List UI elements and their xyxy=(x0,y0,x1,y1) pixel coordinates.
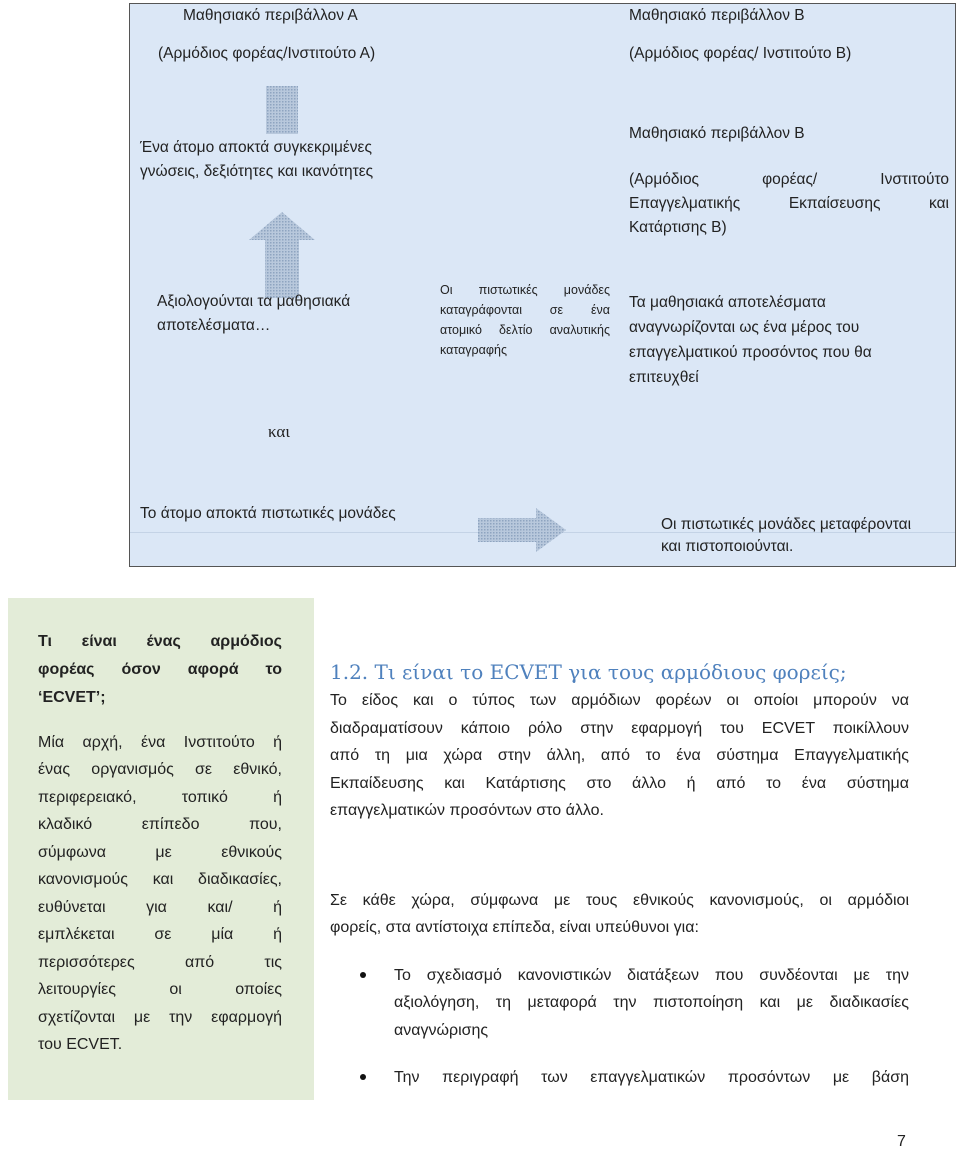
bullet-icon xyxy=(360,972,366,978)
env-b-subtitle: (Αρμόδιος φορέας/ Ινστιτούτο Β) xyxy=(629,45,852,62)
learning-path-diagram xyxy=(129,3,956,567)
sidebar-line: ένας οργανισμός σε εθνικό, xyxy=(38,761,282,778)
transfer-line-1: Οι πιστωτικές μονάδες μεταφέρονται xyxy=(661,516,912,533)
and-label: και xyxy=(268,422,290,441)
record-line-1: Οι πιστωτικές μονάδες xyxy=(440,283,610,297)
para1-line: από τη μια χώρα στην άλλη, από το ένα σύστημα Επαγγελματικής xyxy=(330,747,909,764)
sidebar-line: ευθύνεται για και/ ή xyxy=(38,899,282,916)
sidebar-line: εμπλέκεται σε μία ή xyxy=(38,926,282,943)
recognise-line-4: επιτευχθεί xyxy=(629,369,699,386)
recognise-line-3: επαγγελματικού προσόντος που θα xyxy=(629,344,872,361)
assess-line-1: Αξιολογούνται τα μαθησιακά xyxy=(157,293,351,310)
acquires-line-2: γνώσεις, δεξιότητες και ικανότητες xyxy=(140,163,374,180)
assess-line-2: αποτελέσματα… xyxy=(157,317,271,334)
sidebar-line: λειτουργίες οι οποίες xyxy=(38,981,282,998)
bullet-icon xyxy=(360,1074,366,1080)
para1-line: Το είδος και ο τύπος των αρμόδιων φορέων οι οποίοι μπορούν να xyxy=(330,692,909,709)
sidebar-line: σύμφωνα με εθνικούς xyxy=(38,844,282,861)
sidebar-line: Μία αρχή, ένα Ινστιτούτο ή xyxy=(38,734,282,751)
para2-line: Σε κάθε χώρα, σύμφωνα με τους εθνικούς κανονισμούς, οι αρμόδιοι xyxy=(330,892,909,909)
env-a-title: Μαθησιακό περιβάλλον Α xyxy=(183,7,358,24)
env-b-title: Μαθησιακό περιβάλλον Β xyxy=(629,7,805,24)
transfer-line-2: και πιστοποιούνται. xyxy=(661,538,794,555)
bullet1-line: αξιολόγηση, τη μεταφορά την πιστοποίηση και με διαδικασίες xyxy=(394,994,909,1011)
para1-line: Εκπαίδευσης και Κατάρτισης στο άλλο ή από το ένα σύστημα xyxy=(330,775,909,792)
record-line-4: καταγραφής xyxy=(440,343,507,357)
recognise-line-1: Τα μαθησιακά αποτελέσματα xyxy=(629,294,826,311)
sidebar-line: κανονισμούς και διαδικασίες, xyxy=(38,871,282,888)
page-number: 7 xyxy=(897,1133,906,1150)
sidebar-line: σχετίζονται με την εφαρμογή xyxy=(38,1009,282,1026)
para1-line: επαγγελματικών προσόντων στο άλλο. xyxy=(330,802,604,819)
arrow-up-icon xyxy=(264,86,300,134)
sidebar-title-line-1: Τι είναι ένας αρμόδιος xyxy=(38,633,282,650)
bullet1-line: Το σχεδιασμό κανονιστικών διατάξεων που συνδέονται με την xyxy=(394,967,909,984)
env-b2-line-3: Κατάρτισης Β) xyxy=(629,219,727,236)
recognise-line-2: αναγνωρίζονται ως ένα μέρος του xyxy=(629,319,860,336)
record-line-3: ατομικό δελτίο αναλυτικής xyxy=(440,323,610,337)
bullet1-line: αναγνώρισης xyxy=(394,1022,489,1039)
env-b2-line-2: Επαγγελματικής Εκπαίσευσης και xyxy=(629,195,949,212)
definition-sidebar xyxy=(8,598,314,1100)
env-b2-title: Μαθησιακό περιβάλλον Β xyxy=(629,125,805,142)
sidebar-title-line-3: ‘ECVET’; xyxy=(38,689,106,706)
credits-label: Το άτομο αποκτά πιστωτικές μονάδες xyxy=(140,505,396,522)
sidebar-line: περισσότερες από τις xyxy=(38,954,282,971)
sidebar-line: περιφερειακό, τοπικό ή xyxy=(38,789,282,806)
env-b2-line-1: (Αρμόδιος φορέας/ Ινστιτούτο xyxy=(629,171,949,188)
sidebar-title-line-2: φορέας όσον αφορά το xyxy=(38,661,282,678)
bullet2-line: Την περιγραφή των επαγγελματικών προσόντων με βάση xyxy=(394,1069,909,1086)
para1-line: διαδραματίσουν κάποιο ρόλο στην εφαρμογή του ECVET ποικίλλουν xyxy=(330,720,909,737)
env-a-subtitle: (Αρμόδιος φορέας/Ινστιτούτο Α) xyxy=(158,45,376,62)
section-title: 1.2. Τι είναι το ECVET για τους αρμόδιους φορείς; xyxy=(330,660,847,684)
arrow-right-icon xyxy=(478,508,566,552)
record-line-2: καταγράφονται σε ένα xyxy=(440,303,610,317)
sidebar-line: του ECVET. xyxy=(38,1036,123,1053)
para2-line: φορείς, στα αντίστοιχα επίπεδα, είναι υπεύθυνοι για: xyxy=(330,919,699,936)
arrow-up-icon xyxy=(249,212,315,298)
acquires-line-1: Ένα άτομο αποκτά συγκεκριμένες xyxy=(140,139,372,156)
sidebar-line: κλαδικό επίπεδο που, xyxy=(38,816,282,833)
